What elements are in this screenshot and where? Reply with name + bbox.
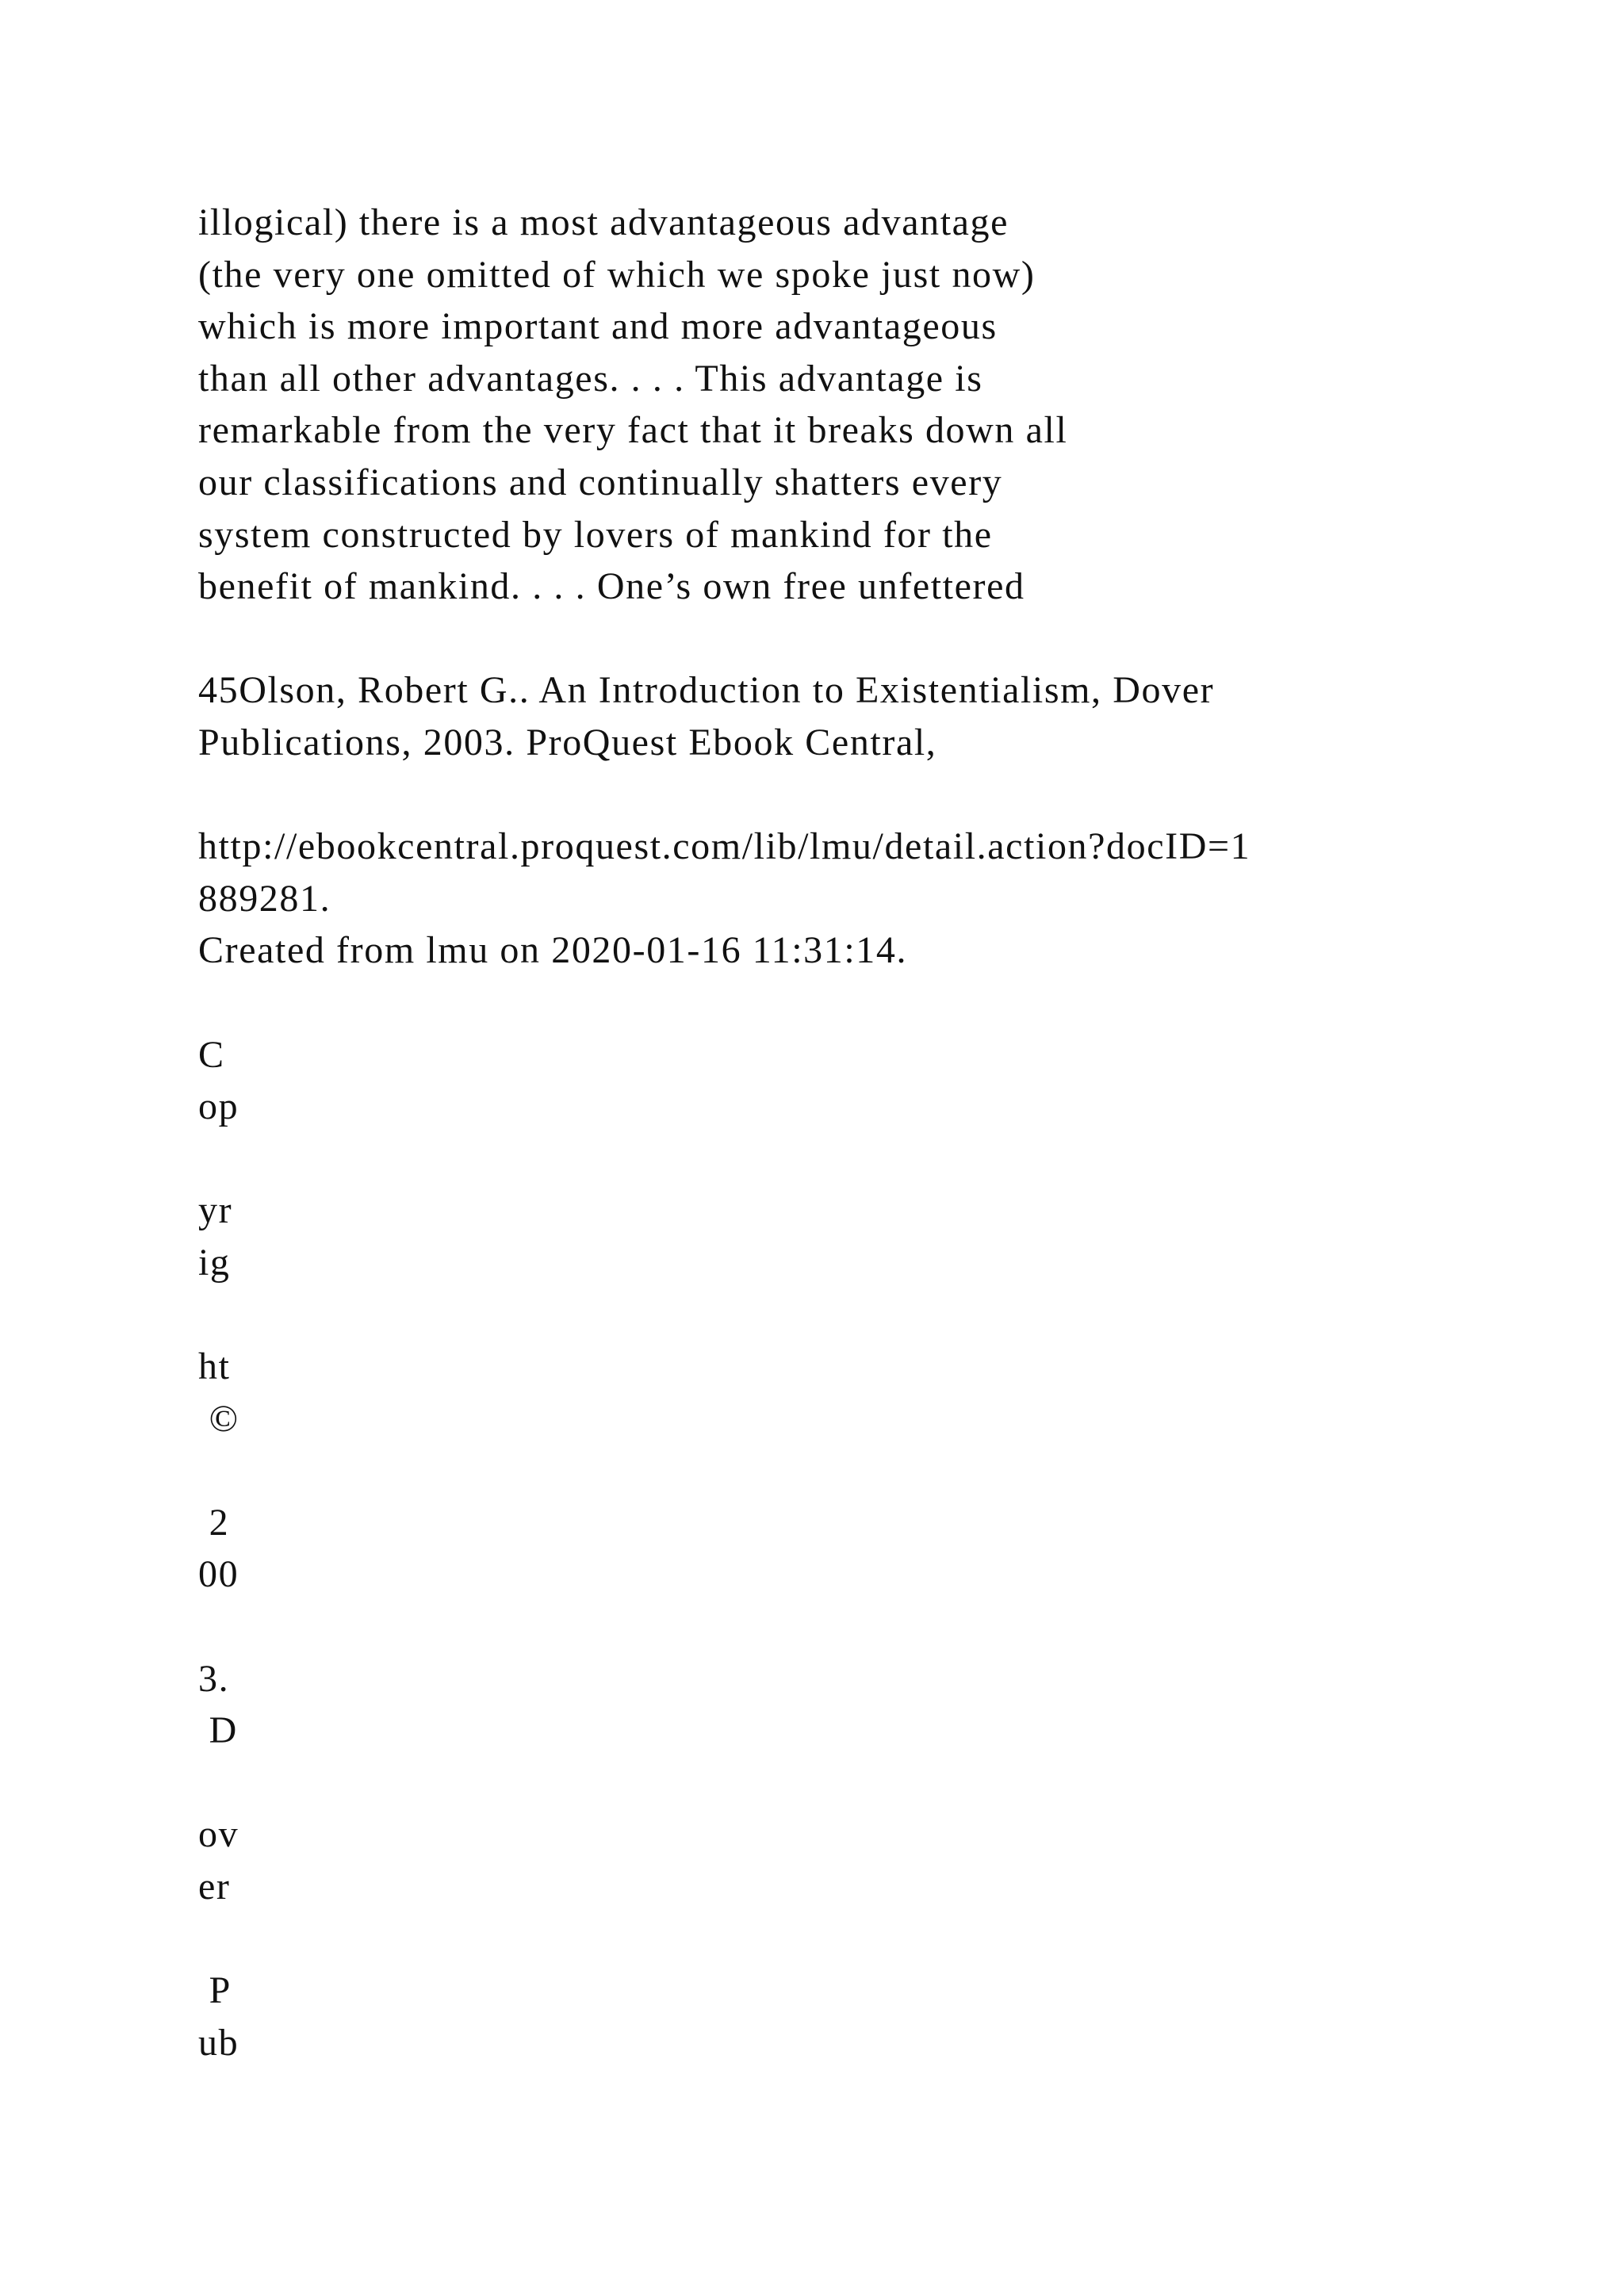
citation-url: http://ebookcentral.proquest.com/lib/lmu/detail.action?docID=1 (198, 825, 1251, 868)
watermark-fragment: P (198, 1969, 232, 2012)
blank-line (198, 769, 1594, 821)
citation-line: 45Olson, Robert G.. An Introduction to Existentialism, Dover (198, 669, 1215, 712)
text-line: (the very one omitted of which we spoke just now) (198, 253, 1036, 296)
text-line: benefit of mankind. . . . One’s own free unfettered (198, 565, 1025, 608)
watermark-fragment: yr (198, 1189, 233, 1232)
watermark-fragment: 2 (198, 1501, 230, 1544)
blank-line (198, 1288, 1594, 1341)
citation-line: Publications, 2003. ProQuest Ebook Central, (198, 721, 937, 763)
watermark-fragment: C (198, 1033, 225, 1076)
watermark-fragment: ub (198, 2021, 239, 2064)
watermark-fragment: er (198, 1866, 231, 1908)
text-line: than all other advantages. . . . This advantage is (198, 357, 983, 400)
citation-url: 889281. (198, 877, 331, 920)
watermark-fragment: 3. (198, 1657, 230, 1700)
blank-line (198, 1601, 1594, 1653)
blank-line (198, 1757, 1594, 1809)
document-text (198, 197, 1594, 2068)
text-line: our classifications and continually shatters every (198, 461, 1003, 503)
blank-line (198, 977, 1594, 1029)
text-line: illogical) there is a most advantageous advantage (198, 201, 1009, 243)
watermark-fragment: op (198, 1085, 239, 1128)
watermark-fragment: ig (198, 1241, 231, 1284)
blank-line (198, 1913, 1594, 1965)
watermark-fragment: ov (198, 1813, 239, 1856)
watermark-fragment: D (198, 1709, 238, 1752)
text-line: which is more important and more advantageous (198, 305, 998, 348)
blank-line (198, 1133, 1594, 1185)
watermark-fragment: © (198, 1397, 239, 1440)
created-timestamp: Created from lmu on 2020-01-16 11:31:14. (198, 929, 908, 972)
watermark-fragment: 00 (198, 1553, 239, 1596)
text-line: remarkable from the very fact that it breaks down all (198, 409, 1068, 452)
blank-line (198, 1445, 1594, 1497)
blank-line (198, 613, 1594, 665)
watermark-fragment: ht (198, 1345, 231, 1388)
text-line: system constructed by lovers of mankind for the (198, 513, 993, 556)
